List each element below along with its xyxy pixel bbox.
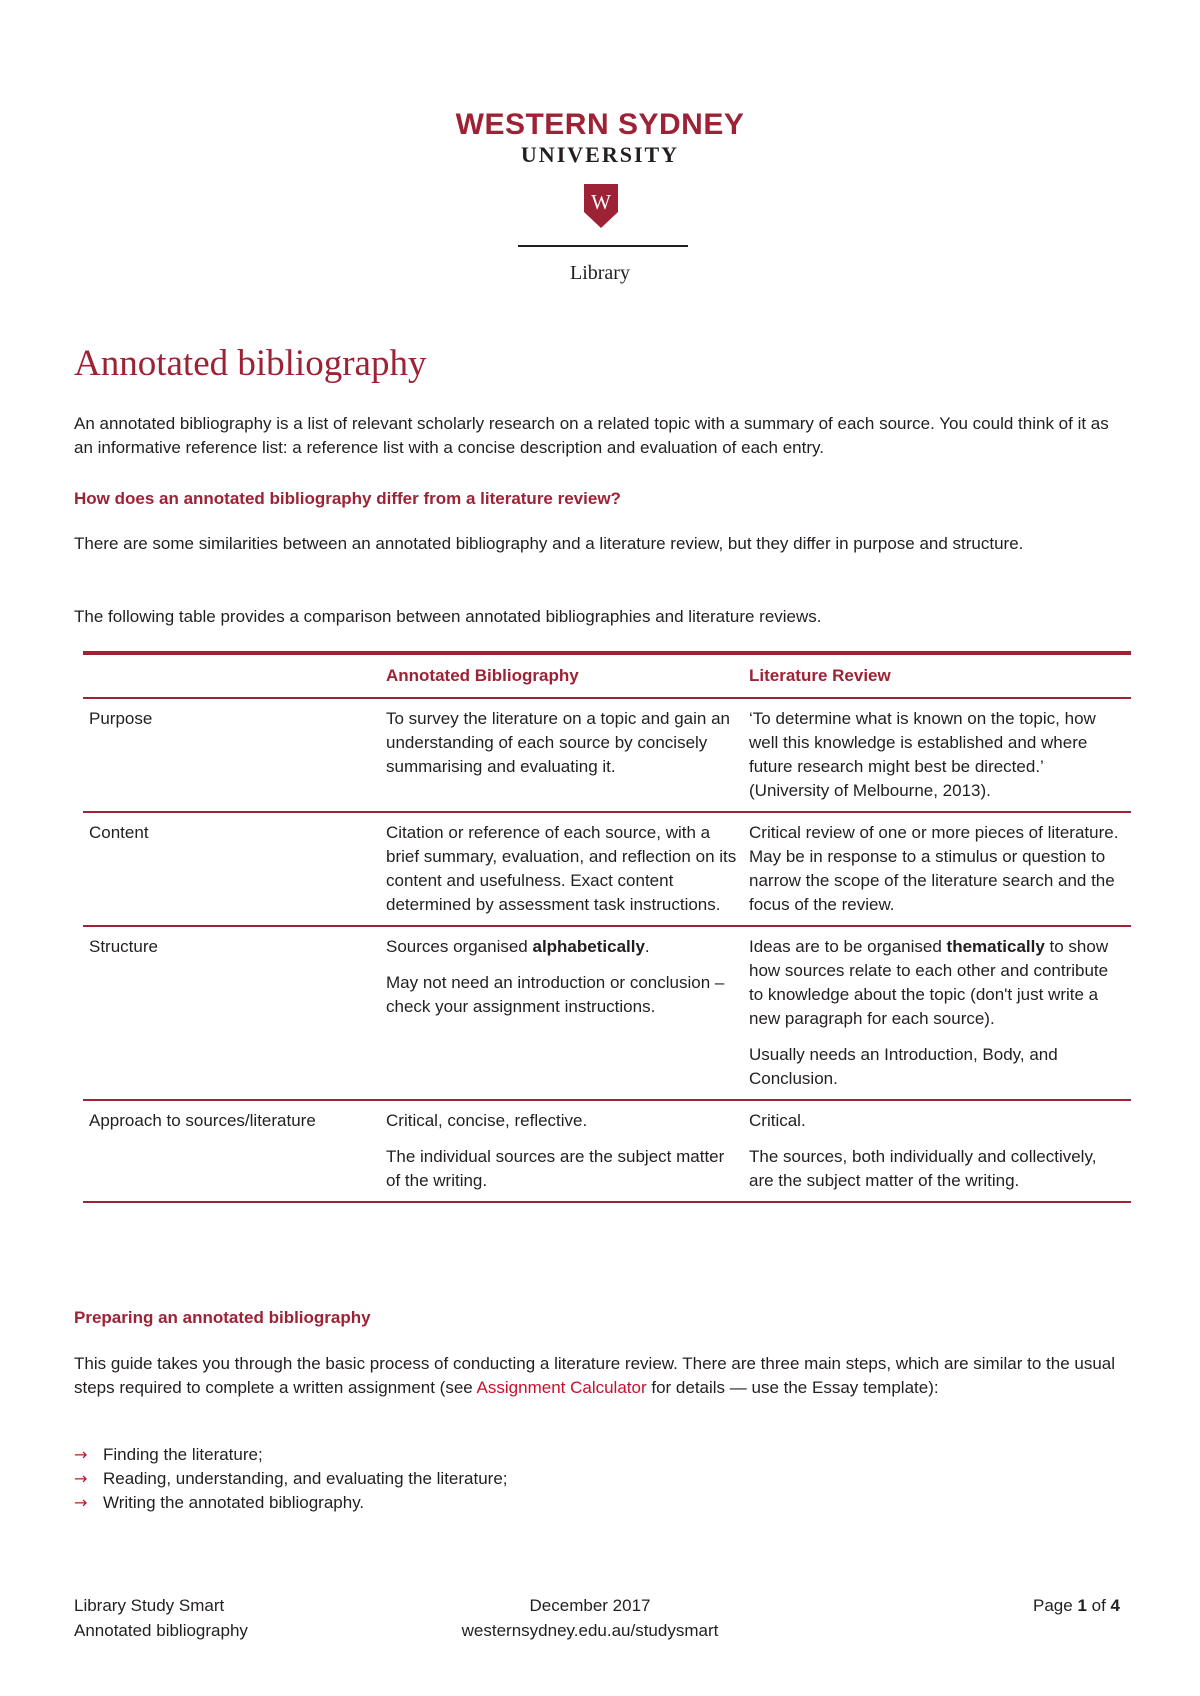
list-item xyxy=(74,1443,508,1467)
list-item-text: Finding the literature; xyxy=(103,1445,263,1464)
logo-wordmark-line1: WESTERN SYDNEY xyxy=(455,108,745,141)
table-header-annotated-bibliography: Annotated Bibliography xyxy=(380,653,743,698)
footer-left xyxy=(74,1593,248,1643)
table-header-row xyxy=(83,653,1131,698)
cell-text: To survey the literature on a topic and gain an understanding of each source by concisely summarising and evaluating it. xyxy=(386,709,730,776)
emphasis-thematically: thematically xyxy=(946,937,1045,956)
footer-page-number xyxy=(830,1593,1120,1618)
of-word: of xyxy=(1086,1596,1111,1615)
cell-text: Critical. xyxy=(749,1111,806,1130)
cell-text-pre: Sources organised xyxy=(386,937,533,956)
cell-text: May not need an introduction or conclusion – check your assignment instructions. xyxy=(386,973,725,1016)
table-header-empty xyxy=(83,653,380,698)
university-logo xyxy=(0,108,1200,168)
cell-text: Citation or reference of each source, with a brief summary, evaluation, and reflection on its content and usefulness. Exact content determined by assessment task instructions. xyxy=(386,823,737,914)
cell-literature-review xyxy=(743,698,1131,812)
list-item-text: Reading, understanding, and evaluating the literature; xyxy=(103,1469,508,1488)
cell-annotated-bibliography xyxy=(380,812,743,926)
logo-divider xyxy=(518,245,688,247)
arrow-right-icon: → xyxy=(74,1493,88,1512)
cell-text: Critical, concise, reflective. xyxy=(386,1111,588,1130)
shield-letter: W xyxy=(591,190,611,214)
comparison-table xyxy=(83,651,1131,1203)
cell-annotated-bibliography xyxy=(380,926,743,1100)
cell-text: ‘To determine what is known on the topic, how well this knowledge is established and where future research might best be directed.’ (University of Melbourne, 2013). xyxy=(749,709,1096,800)
cell-text: Critical review of one or more pieces of literature. May be in response to a stimulus or question to narrow the scope of the literature search and the focus of the review. xyxy=(749,823,1119,914)
table-row-structure xyxy=(83,926,1131,1100)
list-item-text: Writing the annotated bibliography. xyxy=(103,1493,365,1512)
steps-list xyxy=(74,1443,508,1515)
row-label: Approach to sources/literature xyxy=(83,1100,380,1202)
footer-center xyxy=(400,1593,780,1643)
row-label: Purpose xyxy=(89,709,153,728)
page-title: Annotated bibliography xyxy=(74,343,427,384)
cell-annotated-bibliography xyxy=(380,1100,743,1202)
list-item xyxy=(74,1491,508,1515)
cell-annotated-bibliography xyxy=(380,698,743,812)
guide-paragraph xyxy=(74,1352,1124,1400)
table-row-approach xyxy=(83,1100,1131,1202)
cell-text-post: to show how sources relate to each other and contribute to knowledge about the topic (don't just write a new paragraph for each source). xyxy=(749,937,1109,1028)
assignment-calculator-link[interactable]: Assignment Calculator xyxy=(476,1378,647,1397)
table-row-purpose xyxy=(83,698,1131,812)
shield-icon xyxy=(584,184,618,228)
arrow-right-icon: → xyxy=(74,1469,88,1488)
cell-text xyxy=(386,935,737,959)
table-intro-paragraph: The following table provides a comparison between annotated bibliographies and literature reviews. xyxy=(74,607,822,626)
cell-literature-review xyxy=(743,926,1131,1100)
heading-preparing: Preparing an annotated bibliography xyxy=(74,1308,371,1327)
heading-differ: How does an annotated bibliography differ from a literature review? xyxy=(74,489,621,508)
row-label: Structure xyxy=(83,926,380,1100)
footer-url[interactable]: westernsydney.edu.au/studysmart xyxy=(461,1621,719,1640)
library-label: Library xyxy=(570,262,630,284)
cell-text-post: . xyxy=(644,937,650,956)
cell-literature-review xyxy=(743,1100,1131,1202)
footer-series: Library Study Smart xyxy=(74,1596,225,1615)
emphasis-alphabetically: alphabetically xyxy=(532,937,645,956)
arrow-right-icon: → xyxy=(74,1445,88,1464)
list-item xyxy=(74,1467,508,1491)
cell-literature-review xyxy=(743,812,1131,926)
logo-wordmark-line2: UNIVERSITY xyxy=(520,142,680,167)
table-header-literature-review: Literature Review xyxy=(743,653,1131,698)
table-row-content xyxy=(83,812,1131,926)
footer-doc-title: Annotated bibliography xyxy=(74,1621,248,1640)
row-label: Content xyxy=(83,812,380,926)
similarities-paragraph: There are some similarities between an annotated bibliography and a literature review, but they differ in purpose and structure. xyxy=(74,534,1024,553)
current-page: 1 xyxy=(1077,1596,1087,1615)
guide-text-post: for details — use the Essay template): xyxy=(646,1378,939,1397)
cell-text-pre: Ideas are to be organised xyxy=(749,937,947,956)
guide-text-pre: This guide takes you through the basic process of conducting a literature review. There are three main steps, which are similar to the usual steps required to complete a written assignment (see xyxy=(74,1354,1116,1397)
page-word: Page xyxy=(1033,1596,1078,1615)
cell-text: The individual sources are the subject matter of the writing. xyxy=(386,1147,725,1190)
cell-text: Usually needs an Introduction, Body, and Conclusion. xyxy=(749,1045,1058,1088)
footer-date: December 2017 xyxy=(529,1596,651,1615)
cell-text: The sources, both individually and collectively, are the subject matter of the writing. xyxy=(749,1147,1097,1190)
total-pages: 4 xyxy=(1110,1596,1120,1615)
cell-text xyxy=(749,935,1125,1031)
intro-paragraph: An annotated bibliography is a list of relevant scholarly research on a related topic with a summary of each source. You could think of it as an informative reference list: a reference list with a concise description and evaluation of each entry. xyxy=(74,414,1109,457)
